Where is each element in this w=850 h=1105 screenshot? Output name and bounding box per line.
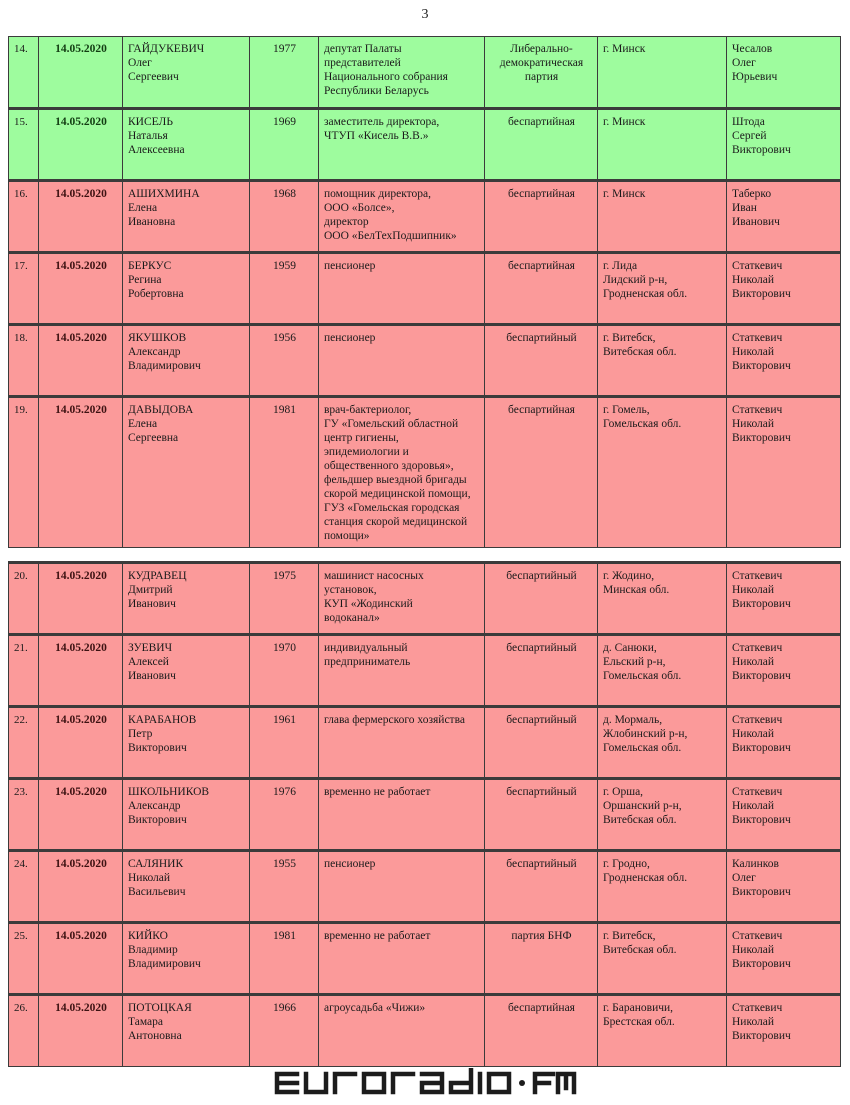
group-leader-line: Викторович	[732, 360, 791, 372]
occupation-line: ООО «Болсе»,	[324, 202, 395, 214]
table-row	[9, 563, 841, 635]
submission-date: 14.05.2020	[39, 995, 123, 1067]
row-number: 20.	[9, 563, 39, 635]
euroradio-logo-mark	[273, 1068, 577, 1098]
table-page-break-cell	[9, 548, 841, 563]
party-line: партия	[524, 71, 559, 83]
residence	[598, 923, 727, 995]
birth-year: 1966	[250, 995, 319, 1067]
occupation-line: предприниматель	[324, 656, 411, 668]
occupation-line: машинист насосных	[324, 570, 424, 582]
submission-date: 14.05.2020	[39, 181, 123, 253]
group-leader-line: Викторович	[732, 1030, 791, 1042]
residence	[598, 181, 727, 253]
group-leader-line: Викторович	[732, 958, 791, 970]
row-number: 24.	[9, 851, 39, 923]
residence-line: г. Лида	[603, 260, 638, 272]
candidate-name-line: Дмитрий	[128, 584, 173, 596]
party-line: беспартийный	[506, 332, 577, 344]
candidate-name	[123, 635, 250, 707]
table-row	[9, 109, 841, 181]
group-leader-line: Викторович	[732, 598, 791, 610]
residence-line: г. Минск	[603, 43, 646, 55]
row-number: 19.	[9, 397, 39, 548]
residence-line: г. Минск	[603, 116, 646, 128]
group-leader-line: Иван	[732, 202, 757, 214]
occupation	[319, 397, 485, 548]
row-number: 17.	[9, 253, 39, 325]
residence-line: Витебская обл.	[603, 814, 677, 826]
residence-line: Гродненская обл.	[603, 872, 688, 884]
occupation	[319, 635, 485, 707]
candidate-name-line: САЛЯНИК	[128, 858, 184, 870]
group-leader-line: Таберко	[732, 188, 772, 200]
occupation	[319, 995, 485, 1067]
submission-date: 14.05.2020	[39, 779, 123, 851]
residence-line: Витебская обл.	[603, 346, 677, 358]
residence	[598, 37, 727, 109]
candidate-name-line: Робертовна	[128, 288, 184, 300]
candidate-name-line: Николай	[128, 872, 171, 884]
table-row	[9, 923, 841, 995]
party-line: беспартийная	[508, 1002, 575, 1014]
submission-date: 14.05.2020	[39, 851, 123, 923]
candidate-name-line: Алексей	[128, 656, 169, 668]
residence-line: г. Барановичи,	[603, 1002, 674, 1014]
candidate-name-line: ГАЙДУКЕВИЧ	[128, 43, 205, 55]
party	[485, 325, 598, 397]
residence	[598, 397, 727, 548]
residence	[598, 851, 727, 923]
group-leader-line: Николай	[732, 800, 775, 812]
party-line: Либерально-	[510, 43, 573, 55]
group-leader-line: Олег	[732, 57, 756, 69]
group-leader-line: Чесалов	[732, 43, 773, 55]
residence-line: д. Санюки,	[603, 642, 657, 654]
occupation-line: пенсионер	[324, 260, 376, 272]
birth-year: 1981	[250, 397, 319, 548]
candidate-name-line: Александр	[128, 800, 181, 812]
submission-date: 14.05.2020	[39, 325, 123, 397]
residence	[598, 995, 727, 1067]
residence-line: Гродненская обл.	[603, 288, 688, 300]
occupation-line: представителей	[324, 57, 401, 69]
residence-line: Гомельская обл.	[603, 418, 682, 430]
candidate-name-line: Регина	[128, 274, 162, 286]
party-line: беспартийная	[508, 260, 575, 272]
euroradio-logo	[0, 1068, 850, 1103]
group-leader-line: Калинков	[732, 858, 779, 870]
occupation-line: фельдшер выездной бригады	[324, 474, 467, 486]
party	[485, 923, 598, 995]
candidate-name-line: Сергеевич	[128, 71, 179, 83]
residence-line: д. Мормаль,	[603, 714, 663, 726]
occupation	[319, 109, 485, 181]
group-leader	[727, 325, 841, 397]
occupation-line: агроусадьба «Чижи»	[324, 1002, 426, 1014]
birth-year: 1976	[250, 779, 319, 851]
table-row	[9, 851, 841, 923]
group-leader	[727, 109, 841, 181]
occupation-line: станция скорой медицинской	[324, 516, 468, 528]
candidate-name	[123, 397, 250, 548]
candidate-name-line: Сергеевна	[128, 432, 179, 444]
candidate-name	[123, 995, 250, 1067]
group-leader-line: Викторович	[732, 814, 791, 826]
residence-line: Жлобинский р-н,	[603, 728, 688, 740]
party	[485, 397, 598, 548]
occupation	[319, 923, 485, 995]
occupation-line: директор	[324, 216, 369, 228]
group-leader-line: Статкевич	[732, 260, 783, 272]
group-leader-line: Николай	[732, 418, 775, 430]
party	[485, 181, 598, 253]
group-leader-line: Юрьевич	[732, 71, 778, 83]
residence-line: Гомельская обл.	[603, 742, 682, 754]
candidate-name-line: Петр	[128, 728, 153, 740]
candidates-table-container	[8, 36, 840, 1067]
candidate-name	[123, 325, 250, 397]
birth-year: 1955	[250, 851, 319, 923]
birth-year: 1970	[250, 635, 319, 707]
submission-date: 14.05.2020	[39, 397, 123, 548]
party	[485, 995, 598, 1067]
row-number: 14.	[9, 37, 39, 109]
row-number: 26.	[9, 995, 39, 1067]
group-leader	[727, 995, 841, 1067]
residence-line: г. Минск	[603, 188, 646, 200]
candidate-name-line: ШКОЛЬНИКОВ	[128, 786, 210, 798]
submission-date: 14.05.2020	[39, 635, 123, 707]
table-row	[9, 995, 841, 1067]
candidate-name-line: ПОТОЦКАЯ	[128, 1002, 192, 1014]
occupation	[319, 181, 485, 253]
group-leader-line: Викторович	[732, 670, 791, 682]
residence	[598, 325, 727, 397]
residence-line: Витебская обл.	[603, 944, 677, 956]
group-leader	[727, 707, 841, 779]
candidate-name	[123, 851, 250, 923]
candidate-name-line: Наталья	[128, 130, 168, 142]
candidate-name	[123, 109, 250, 181]
group-leader-line: Олег	[732, 872, 756, 884]
group-leader-line: Николай	[732, 1016, 775, 1028]
group-leader-line: Сергей	[732, 130, 767, 142]
party-line: беспартийный	[506, 714, 577, 726]
candidates-table	[8, 36, 841, 1067]
party	[485, 851, 598, 923]
candidate-name-line: Антоновна	[128, 1030, 182, 1042]
row-number: 22.	[9, 707, 39, 779]
residence-line: г. Жодино,	[603, 570, 655, 582]
occupation-line: установок,	[324, 584, 377, 596]
row-number: 18.	[9, 325, 39, 397]
group-leader-line: Иванович	[732, 216, 780, 228]
occupation-line: ГУ «Гомельский областной	[324, 418, 459, 430]
candidate-name	[123, 253, 250, 325]
group-leader	[727, 851, 841, 923]
party	[485, 563, 598, 635]
row-number: 15.	[9, 109, 39, 181]
occupation-line: глава фермерского хозяйства	[324, 714, 465, 726]
group-leader	[727, 397, 841, 548]
occupation-line: общественного здоровья»,	[324, 460, 454, 472]
table-row	[9, 397, 841, 548]
row-number: 16.	[9, 181, 39, 253]
candidate-name-line: Владимир	[128, 944, 178, 956]
candidate-name-line: Елена	[128, 418, 158, 430]
birth-year: 1961	[250, 707, 319, 779]
candidate-name-line: КУДРАВЕЦ	[128, 570, 187, 582]
group-leader	[727, 253, 841, 325]
candidate-name-line: АШИХМИНА	[128, 188, 200, 200]
party	[485, 109, 598, 181]
group-leader	[727, 181, 841, 253]
candidate-name-line: Викторович	[128, 742, 187, 754]
party	[485, 253, 598, 325]
birth-year: 1977	[250, 37, 319, 109]
occupation-line: Национального собрания	[324, 71, 448, 83]
occupation	[319, 325, 485, 397]
submission-date: 14.05.2020	[39, 707, 123, 779]
occupation	[319, 851, 485, 923]
group-leader-line: Статкевич	[732, 786, 783, 798]
residence-line: Гомельская обл.	[603, 670, 682, 682]
candidate-name-line: ЗУЕВИЧ	[128, 642, 173, 654]
party-line: беспартийный	[506, 786, 577, 798]
table-page-break	[9, 548, 841, 563]
group-leader-line: Штода	[732, 116, 765, 128]
party-line: демократическая	[499, 57, 584, 69]
group-leader-line: Статкевич	[732, 1002, 783, 1014]
table-row	[9, 707, 841, 779]
occupation-line: депутат Палаты	[324, 43, 402, 55]
occupation-line: эпидемиологии и	[324, 446, 409, 458]
candidate-name-line: КИСЕЛЬ	[128, 116, 173, 128]
party-line: беспартийный	[506, 858, 577, 870]
candidate-name-line: ДАВЫДОВА	[128, 404, 194, 416]
residence	[598, 635, 727, 707]
group-leader-line: Статкевич	[732, 930, 783, 942]
residence-line: г. Гродно,	[603, 858, 650, 870]
occupation-line: ГУЗ «Гомельская городская	[324, 502, 460, 514]
group-leader-line: Николай	[732, 944, 775, 956]
party	[485, 37, 598, 109]
residence-line: Минская обл.	[603, 584, 670, 596]
candidate-name	[123, 563, 250, 635]
group-leader-line: Викторович	[732, 432, 791, 444]
residence	[598, 109, 727, 181]
birth-year: 1959	[250, 253, 319, 325]
birth-year: 1956	[250, 325, 319, 397]
candidate-name-line: Тамара	[128, 1016, 163, 1028]
submission-date: 14.05.2020	[39, 109, 123, 181]
occupation-line: временно не работает	[324, 786, 431, 798]
occupation-line: КУП «Жодинский	[324, 598, 413, 610]
candidate-name-line: КАРАБАНОВ	[128, 714, 197, 726]
group-leader	[727, 563, 841, 635]
page-number: 3	[421, 7, 429, 22]
table-row	[9, 325, 841, 397]
logo-dot	[519, 1080, 525, 1086]
residence	[598, 707, 727, 779]
candidate-name-line: Иванович	[128, 670, 176, 682]
birth-year: 1975	[250, 563, 319, 635]
table-row	[9, 635, 841, 707]
submission-date: 14.05.2020	[39, 253, 123, 325]
submission-date: 14.05.2020	[39, 563, 123, 635]
party	[485, 707, 598, 779]
candidate-name	[123, 707, 250, 779]
group-leader	[727, 37, 841, 109]
candidate-name	[123, 37, 250, 109]
residence-line: г. Гомель,	[603, 404, 650, 416]
occupation-line: временно не работает	[324, 930, 431, 942]
occupation	[319, 563, 485, 635]
group-leader-line: Николай	[732, 274, 775, 286]
group-leader-line: Николай	[732, 346, 775, 358]
row-number: 25.	[9, 923, 39, 995]
submission-date: 14.05.2020	[39, 923, 123, 995]
occupation-line: заместитель директора,	[324, 116, 440, 128]
group-leader-line: Викторович	[732, 886, 791, 898]
party-line: беспартийный	[506, 570, 577, 582]
occupation-line: помощи»	[324, 530, 370, 542]
group-leader-line: Николай	[732, 656, 775, 668]
residence-line: Ельский р-н,	[603, 656, 666, 668]
group-leader-line: Статкевич	[732, 642, 783, 654]
residence-line: Брестская обл.	[603, 1016, 675, 1028]
candidate-name-line: Ивановна	[128, 216, 176, 228]
candidate-name-line: ЯКУШКОВ	[128, 332, 187, 344]
occupation	[319, 779, 485, 851]
occupation-line: пенсионер	[324, 858, 376, 870]
group-leader	[727, 923, 841, 995]
candidate-name-line: КИЙКО	[128, 930, 168, 942]
row-number: 23.	[9, 779, 39, 851]
group-leader-line: Викторович	[732, 144, 791, 156]
candidate-name	[123, 779, 250, 851]
candidate-name-line: Олег	[128, 57, 152, 69]
candidate-name	[123, 923, 250, 995]
group-leader-line: Викторович	[732, 288, 791, 300]
submission-date: 14.05.2020	[39, 37, 123, 109]
occupation	[319, 37, 485, 109]
residence	[598, 253, 727, 325]
residence-line: Лидский р-н,	[603, 274, 668, 286]
occupation-line: врач-бактериолог,	[324, 404, 412, 416]
table-row	[9, 779, 841, 851]
occupation-line: водоканал»	[324, 612, 380, 624]
candidate-name-line: Владимирович	[128, 360, 201, 372]
group-leader-line: Статкевич	[732, 570, 783, 582]
birth-year: 1968	[250, 181, 319, 253]
group-leader-line: Статкевич	[732, 332, 783, 344]
birth-year: 1981	[250, 923, 319, 995]
candidate-name-line: Васильевич	[128, 886, 186, 898]
occupation-line: Республики Беларусь	[324, 85, 429, 97]
candidate-name-line: БЕРКУС	[128, 260, 172, 272]
residence-line: г. Витебск,	[603, 930, 656, 942]
row-number: 21.	[9, 635, 39, 707]
residence-line: г. Витебск,	[603, 332, 656, 344]
residence-line: г. Орша,	[603, 786, 644, 798]
residence	[598, 563, 727, 635]
party	[485, 635, 598, 707]
party-line: беспартийный	[506, 642, 577, 654]
occupation-line: центр гигиены,	[324, 432, 399, 444]
occupation-line: пенсионер	[324, 332, 376, 344]
candidate-name-line: Владимирович	[128, 958, 201, 970]
birth-year: 1969	[250, 109, 319, 181]
occupation-line: помощник директора,	[324, 188, 431, 200]
candidate-name-line: Елена	[128, 202, 158, 214]
table-row	[9, 181, 841, 253]
party-line: партия БНФ	[511, 930, 572, 942]
table-row	[9, 253, 841, 325]
candidate-name-line: Алексеевна	[128, 144, 185, 156]
group-leader-line: Николай	[732, 584, 775, 596]
occupation	[319, 707, 485, 779]
residence	[598, 779, 727, 851]
candidate-name-line: Иванович	[128, 598, 176, 610]
candidate-name-line: Александр	[128, 346, 181, 358]
party	[485, 779, 598, 851]
group-leader-line: Николай	[732, 728, 775, 740]
group-leader	[727, 635, 841, 707]
occupation-line: ООО «БелТехПодшипник»	[324, 230, 457, 242]
candidate-name	[123, 181, 250, 253]
group-leader-line: Викторович	[732, 742, 791, 754]
occupation-line: ЧТУП «Кисель В.В.»	[324, 130, 429, 142]
group-leader	[727, 779, 841, 851]
occupation-line: индивидуальный	[324, 642, 408, 654]
occupation-line: скорой медицинской помощи,	[324, 488, 471, 500]
residence-line: Оршанский р-н,	[603, 800, 682, 812]
candidates-table-body	[9, 37, 841, 1067]
occupation	[319, 253, 485, 325]
candidate-name-line: Викторович	[128, 814, 187, 826]
table-row	[9, 37, 841, 109]
party-line: беспартийная	[508, 404, 575, 416]
party-line: беспартийная	[508, 188, 575, 200]
party-line: беспартийная	[508, 116, 575, 128]
group-leader-line: Статкевич	[732, 404, 783, 416]
group-leader-line: Статкевич	[732, 714, 783, 726]
